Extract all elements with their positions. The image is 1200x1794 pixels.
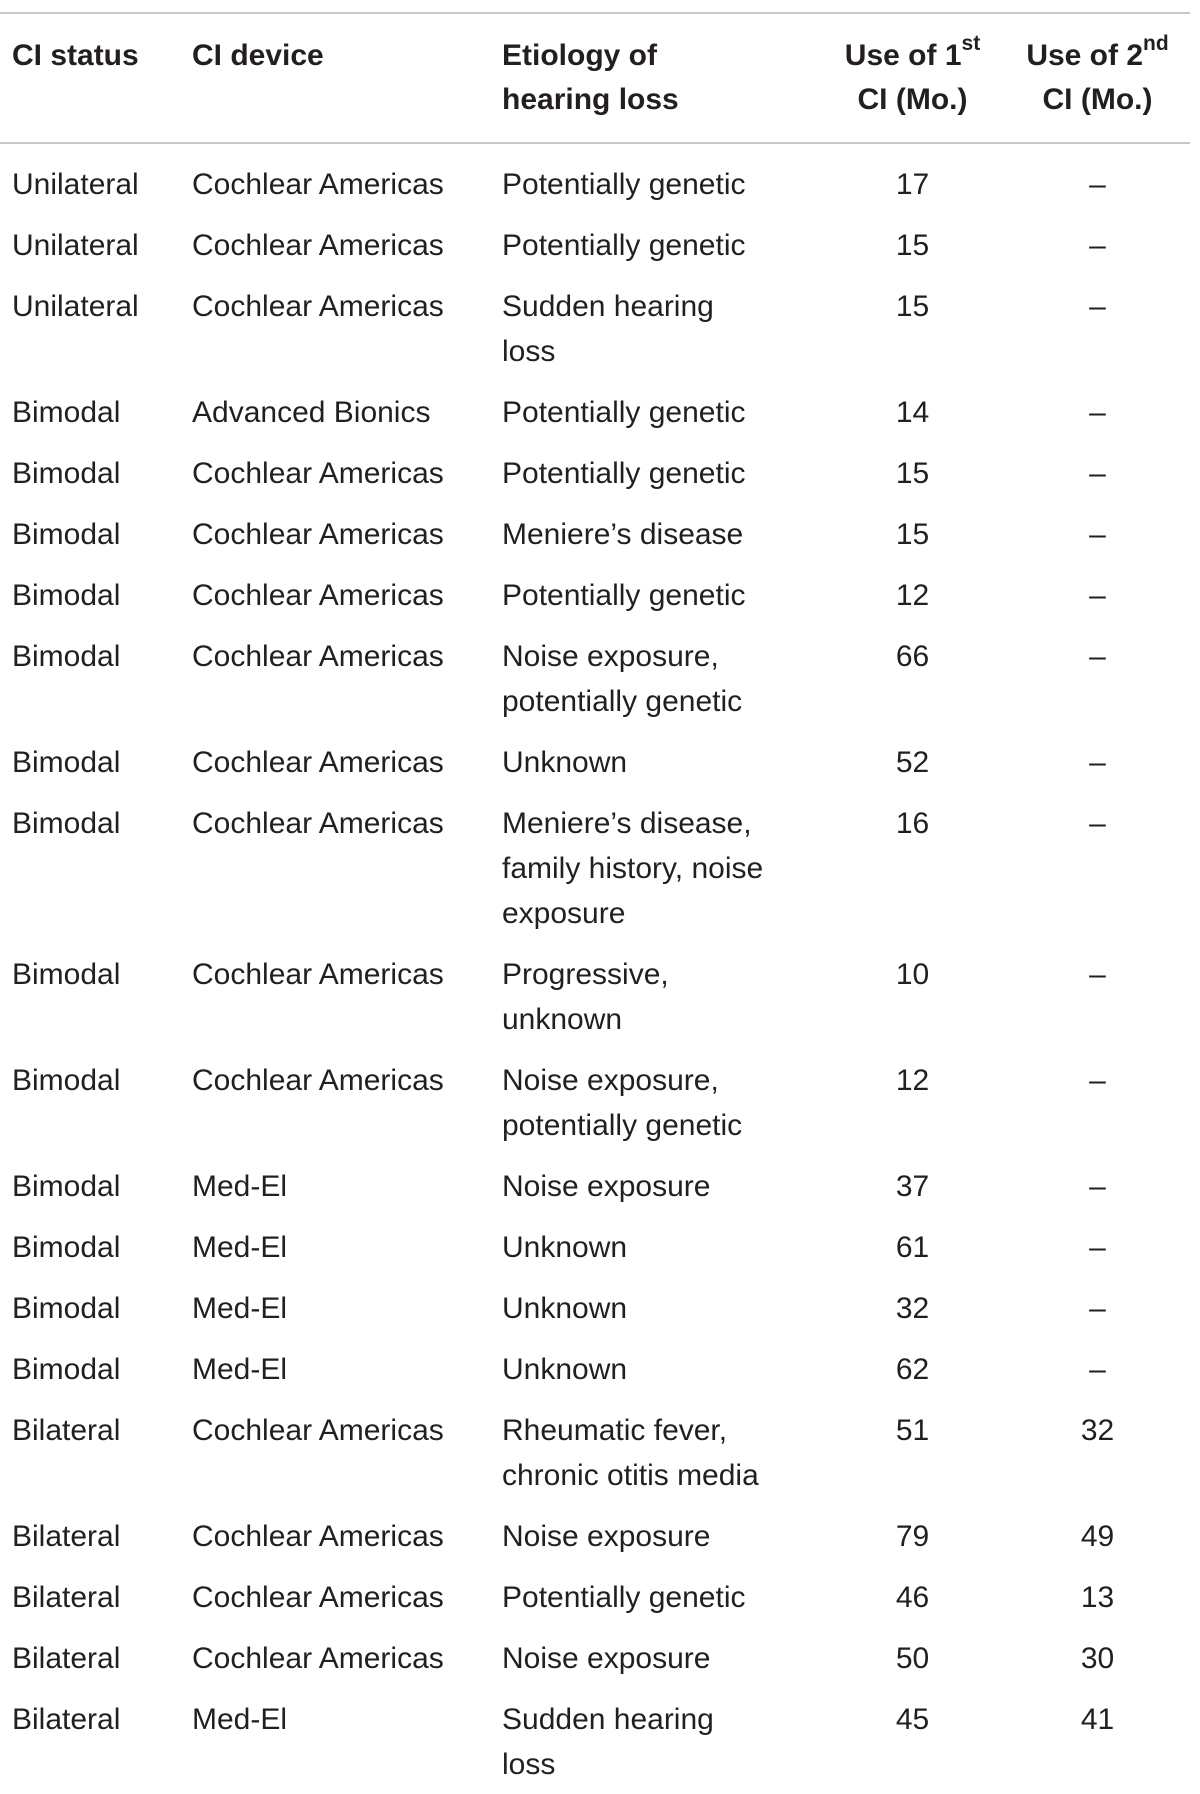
cell-etiology: [490, 625, 820, 731]
cell-use-first-ci: 52: [895, 746, 930, 779]
cell-use-second-ci: –: [1089, 457, 1106, 490]
cell-use-second-ci: –: [1089, 290, 1106, 323]
etiology-line: Unknown: [502, 746, 628, 779]
cell-ci-status: Bimodal: [12, 746, 121, 779]
table-row: [0, 143, 1190, 214]
cell-ci-device: Cochlear Americas: [192, 1064, 444, 1097]
cell-etiology: [490, 442, 820, 503]
etiology-line: Potentially genetic: [502, 1581, 746, 1614]
etiology-line: Noise exposure: [502, 1520, 711, 1553]
cell-use-second-ci: 13: [1080, 1581, 1115, 1614]
cell-use-first-ci: 15: [895, 518, 930, 551]
cell-ci-device: Cochlear Americas: [192, 579, 444, 612]
cell-ci-status: Unilateral: [12, 229, 139, 262]
cell-etiology: [490, 381, 820, 442]
table-row: [0, 1277, 1190, 1338]
cell-etiology: [490, 1338, 820, 1399]
cell-use-second-ci: 49: [1080, 1520, 1115, 1553]
table-row: [0, 381, 1190, 442]
cell-use-first-ci: 37: [895, 1170, 930, 1203]
table-row: [0, 1688, 1190, 1794]
header-use-second-ci: Use of 2nd CI (Mo.): [1026, 32, 1169, 116]
cell-use-second-ci: –: [1089, 396, 1106, 429]
cell-ci-status: Bimodal: [12, 1353, 121, 1386]
cell-etiology: [490, 1399, 820, 1505]
table-row: [0, 1627, 1190, 1688]
cell-ci-device: Med-El: [192, 1231, 288, 1264]
cell-use-first-ci: 62: [895, 1353, 930, 1386]
table-row: [0, 1049, 1190, 1155]
cell-use-first-ci: 15: [895, 457, 930, 490]
cell-use-first-ci: 17: [895, 168, 930, 201]
table-row: [0, 731, 1190, 792]
cell-use-second-ci: –: [1089, 579, 1106, 612]
cell-use-second-ci: –: [1089, 518, 1106, 551]
cell-etiology: [490, 503, 820, 564]
etiology-line: Unknown: [502, 1353, 628, 1386]
cell-use-first-ci: 66: [895, 640, 930, 673]
cell-ci-device: Cochlear Americas: [192, 1520, 444, 1553]
cell-ci-device: Advanced Bionics: [192, 396, 431, 429]
cell-use-first-ci: 79: [895, 1520, 930, 1553]
table-row: [0, 564, 1190, 625]
cell-ci-status: Bimodal: [12, 807, 121, 840]
table-row: [0, 1399, 1190, 1505]
cell-ci-device: Med-El: [192, 1170, 288, 1203]
table-row: [0, 1566, 1190, 1627]
etiology-line: Potentially genetic: [502, 168, 746, 201]
cell-use-second-ci: –: [1089, 1353, 1106, 1386]
table-row: [0, 214, 1190, 275]
cell-ci-status: Bimodal: [12, 1170, 121, 1203]
cell-ci-status: Unilateral: [12, 168, 139, 201]
table-row: [0, 442, 1190, 503]
etiology-line: Potentially genetic: [502, 396, 746, 429]
cell-use-first-ci: 10: [895, 958, 930, 991]
cell-use-second-ci: –: [1089, 229, 1106, 262]
cell-use-first-ci: 15: [895, 229, 930, 262]
table-header: [0, 13, 1190, 143]
etiology-line: Unknown: [502, 1292, 628, 1325]
cell-use-second-ci: –: [1089, 168, 1106, 201]
etiology-line: Potentially genetic: [502, 457, 746, 490]
cell-ci-device: Med-El: [192, 1703, 288, 1736]
cell-ci-status: Bimodal: [12, 1292, 121, 1325]
table-row: [0, 1505, 1190, 1566]
etiology-line: exposure: [502, 897, 626, 930]
ci-participant-table: [0, 12, 1190, 1794]
cell-use-second-ci: –: [1089, 1292, 1106, 1325]
cell-ci-device: Cochlear Americas: [192, 229, 444, 262]
header-row: [0, 13, 1190, 143]
data-table-container: [0, 12, 1190, 1794]
cell-ci-device: Cochlear Americas: [192, 168, 444, 201]
cell-ci-device: Cochlear Americas: [192, 746, 444, 779]
header-ci-status: CI status: [12, 39, 139, 72]
cell-ci-device: Cochlear Americas: [192, 807, 444, 840]
etiology-line: loss: [502, 335, 556, 368]
cell-ci-device: Cochlear Americas: [192, 1581, 444, 1614]
cell-use-second-ci: –: [1089, 1170, 1106, 1203]
cell-ci-status: Bilateral: [12, 1581, 121, 1614]
table-row: [0, 792, 1190, 943]
cell-ci-status: Bilateral: [12, 1642, 121, 1675]
etiology-line: Meniere’s disease: [502, 518, 744, 551]
cell-ci-status: Bimodal: [12, 396, 121, 429]
header-ci-device: CI device: [192, 39, 324, 72]
cell-ci-status: Bimodal: [12, 640, 121, 673]
cell-use-second-ci: 30: [1080, 1642, 1115, 1675]
cell-use-second-ci: –: [1089, 1064, 1106, 1097]
cell-etiology: [490, 1049, 820, 1155]
cell-ci-device: Cochlear Americas: [192, 640, 444, 673]
cell-use-first-ci: 14: [895, 396, 930, 429]
cell-use-first-ci: 15: [895, 290, 930, 323]
cell-etiology: [490, 1627, 820, 1688]
table-row: [0, 503, 1190, 564]
table-row: [0, 1155, 1190, 1216]
cell-use-first-ci: 16: [895, 807, 930, 840]
etiology-line: Rheumatic fever,: [502, 1414, 728, 1447]
cell-use-second-ci: 41: [1080, 1703, 1115, 1736]
table-row: [0, 1216, 1190, 1277]
cell-ci-device: Med-El: [192, 1292, 288, 1325]
etiology-line: unknown: [502, 1003, 623, 1036]
cell-ci-device: Med-El: [192, 1353, 288, 1386]
cell-ci-status: Bimodal: [12, 1231, 121, 1264]
cell-ci-status: Unilateral: [12, 290, 139, 323]
cell-etiology: [490, 1216, 820, 1277]
cell-ci-status: Bimodal: [12, 958, 121, 991]
etiology-line: loss: [502, 1748, 556, 1781]
cell-ci-device: Cochlear Americas: [192, 958, 444, 991]
header-use-first-ci: Use of 1st CI (Mo.): [844, 32, 981, 116]
cell-ci-device: Cochlear Americas: [192, 1414, 444, 1447]
table-row: [0, 625, 1190, 731]
cell-etiology: [490, 214, 820, 275]
cell-etiology: [490, 1277, 820, 1338]
etiology-line: Sudden hearing: [502, 1703, 714, 1736]
etiology-line: Potentially genetic: [502, 229, 746, 262]
cell-ci-status: Bimodal: [12, 518, 121, 551]
cell-ci-status: Bilateral: [12, 1520, 121, 1553]
cell-use-second-ci: –: [1089, 1231, 1106, 1264]
table-row: [0, 1338, 1190, 1399]
etiology-line: Noise exposure: [502, 1642, 711, 1675]
etiology-line: Meniere’s disease,: [502, 807, 752, 840]
cell-ci-device: Cochlear Americas: [192, 290, 444, 323]
cell-use-second-ci: –: [1089, 640, 1106, 673]
cell-etiology: [490, 564, 820, 625]
etiology-line: Potentially genetic: [502, 579, 746, 612]
etiology-line: Noise exposure,: [502, 640, 719, 673]
etiology-line: family history, noise: [502, 852, 764, 885]
etiology-line: potentially genetic: [502, 685, 743, 718]
cell-etiology: [490, 1505, 820, 1566]
etiology-line: Noise exposure: [502, 1170, 711, 1203]
cell-use-first-ci: 12: [895, 1064, 930, 1097]
cell-etiology: [490, 1155, 820, 1216]
cell-use-second-ci: –: [1089, 746, 1106, 779]
cell-ci-status: Bilateral: [12, 1414, 121, 1447]
cell-use-second-ci: –: [1089, 958, 1106, 991]
cell-ci-device: Cochlear Americas: [192, 1642, 444, 1675]
etiology-line: Progressive,: [502, 958, 669, 991]
etiology-line: chronic otitis media: [502, 1459, 759, 1492]
cell-use-first-ci: 32: [895, 1292, 930, 1325]
cell-etiology: [490, 143, 820, 214]
cell-ci-device: Cochlear Americas: [192, 518, 444, 551]
table-row: [0, 275, 1190, 381]
cell-ci-status: Bimodal: [12, 1064, 121, 1097]
table-body: [0, 143, 1190, 1794]
cell-ci-status: Bilateral: [12, 1703, 121, 1736]
cell-etiology: [490, 275, 820, 381]
etiology-line: potentially genetic: [502, 1109, 743, 1142]
cell-use-first-ci: 61: [895, 1231, 930, 1264]
cell-use-first-ci: 51: [895, 1414, 930, 1447]
cell-use-first-ci: 50: [895, 1642, 930, 1675]
cell-use-second-ci: 32: [1080, 1414, 1115, 1447]
cell-use-first-ci: 46: [895, 1581, 930, 1614]
cell-use-first-ci: 12: [895, 579, 930, 612]
etiology-line: Unknown: [502, 1231, 628, 1264]
cell-etiology: [490, 1688, 820, 1794]
etiology-line: Noise exposure,: [502, 1064, 719, 1097]
cell-use-second-ci: –: [1089, 807, 1106, 840]
etiology-line: Sudden hearing: [502, 290, 714, 323]
cell-use-first-ci: 45: [895, 1703, 930, 1736]
table-row: [0, 943, 1190, 1049]
cell-etiology: [490, 731, 820, 792]
header-etiology: Etiology of hearing loss: [502, 39, 679, 116]
cell-etiology: [490, 943, 820, 1049]
cell-etiology: [490, 1566, 820, 1627]
cell-etiology: [490, 792, 820, 943]
cell-ci-device: Cochlear Americas: [192, 457, 444, 490]
cell-ci-status: Bimodal: [12, 457, 121, 490]
cell-ci-status: Bimodal: [12, 579, 121, 612]
